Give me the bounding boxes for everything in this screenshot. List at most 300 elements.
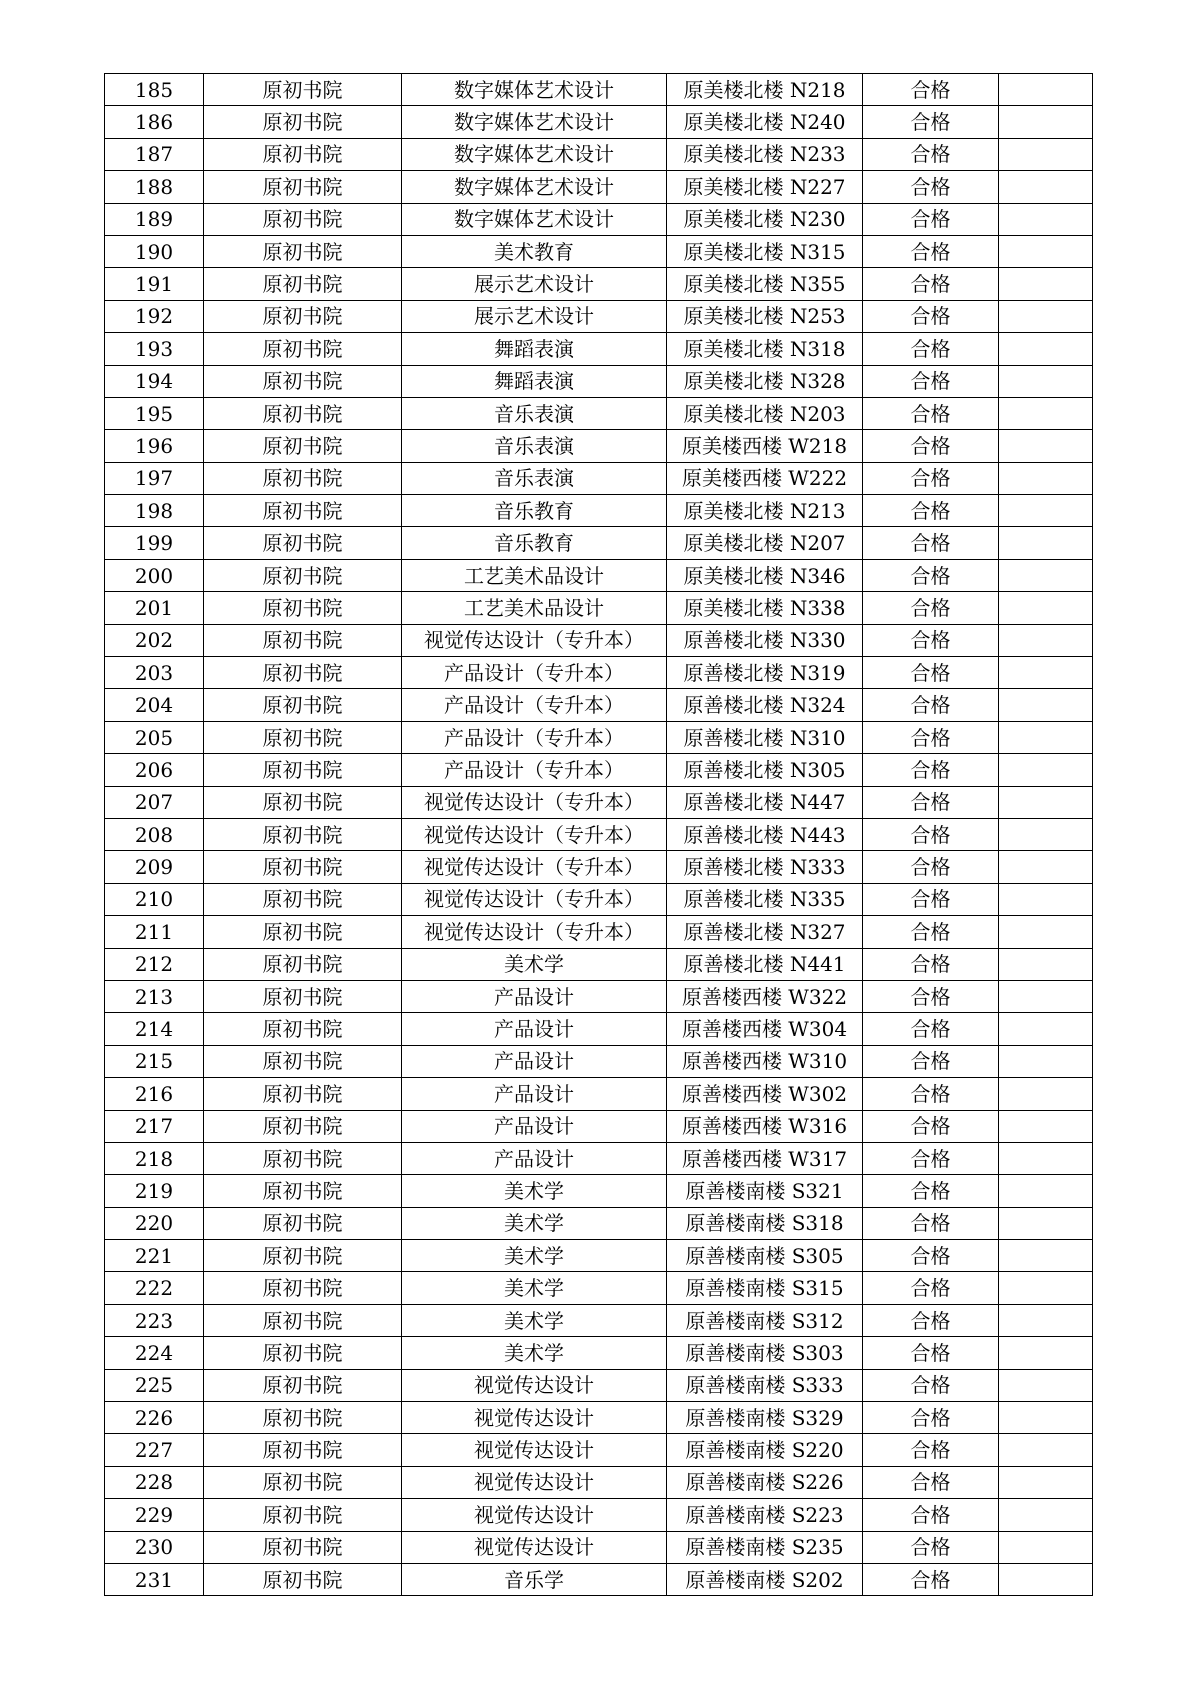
major-cell: 产品设计（专升本） <box>402 657 667 689</box>
row-number-cell: 215 <box>105 1045 204 1077</box>
remark-cell <box>999 916 1093 948</box>
remark-cell <box>999 1013 1093 1045</box>
result-cell: 合格 <box>863 1207 999 1239</box>
table-row <box>105 397 1093 429</box>
result-cell: 合格 <box>863 1402 999 1434</box>
remark-cell <box>999 948 1093 980</box>
college-cell: 原初书院 <box>204 624 402 656</box>
major-cell: 美术教育 <box>402 235 667 267</box>
college-cell: 原初书院 <box>204 1013 402 1045</box>
row-number-cell: 193 <box>105 333 204 365</box>
remark-cell <box>999 138 1093 170</box>
result-cell: 合格 <box>863 916 999 948</box>
row-number-cell: 207 <box>105 786 204 818</box>
dorm-room-cell: 原善楼北楼 N443 <box>667 818 863 850</box>
table-row <box>105 754 1093 786</box>
dorm-room-cell: 原美楼西楼 W222 <box>667 462 863 494</box>
dorm-room-cell: 原美楼北楼 N207 <box>667 527 863 559</box>
major-cell: 视觉传达设计 <box>402 1402 667 1434</box>
major-cell: 视觉传达设计（专升本） <box>402 624 667 656</box>
table-row <box>105 1434 1093 1466</box>
table-row <box>105 851 1093 883</box>
result-cell: 合格 <box>863 689 999 721</box>
major-cell: 产品设计 <box>402 1013 667 1045</box>
table-row <box>105 689 1093 721</box>
college-cell: 原初书院 <box>204 1337 402 1369</box>
result-cell: 合格 <box>863 527 999 559</box>
remark-cell <box>999 1175 1093 1207</box>
result-cell: 合格 <box>863 1563 999 1595</box>
result-cell: 合格 <box>863 1369 999 1401</box>
college-cell: 原初书院 <box>204 1304 402 1336</box>
dorm-room-cell: 原美楼北楼 N227 <box>667 171 863 203</box>
result-cell: 合格 <box>863 495 999 527</box>
result-cell: 合格 <box>863 818 999 850</box>
remark-cell <box>999 1434 1093 1466</box>
college-cell: 原初书院 <box>204 1402 402 1434</box>
result-cell: 合格 <box>863 1142 999 1174</box>
dorm-room-cell: 原善楼南楼 S318 <box>667 1207 863 1239</box>
college-cell: 原初书院 <box>204 397 402 429</box>
college-cell: 原初书院 <box>204 1563 402 1595</box>
major-cell: 产品设计 <box>402 1110 667 1142</box>
remark-cell <box>999 980 1093 1012</box>
row-number-cell: 231 <box>105 1563 204 1595</box>
result-cell: 合格 <box>863 948 999 980</box>
result-cell: 合格 <box>863 333 999 365</box>
remark-cell <box>999 1369 1093 1401</box>
table-row <box>105 1013 1093 1045</box>
major-cell: 美术学 <box>402 1272 667 1304</box>
remark-cell <box>999 624 1093 656</box>
row-number-cell: 196 <box>105 430 204 462</box>
dorm-room-cell: 原善楼南楼 S312 <box>667 1304 863 1336</box>
dorm-room-cell: 原善楼西楼 W310 <box>667 1045 863 1077</box>
result-cell: 合格 <box>863 1531 999 1563</box>
remark-cell <box>999 1531 1093 1563</box>
remark-cell <box>999 1045 1093 1077</box>
row-number-cell: 202 <box>105 624 204 656</box>
result-cell: 合格 <box>863 1466 999 1498</box>
major-cell: 音乐学 <box>402 1563 667 1595</box>
dorm-room-cell: 原善楼南楼 S303 <box>667 1337 863 1369</box>
remark-cell <box>999 495 1093 527</box>
major-cell: 产品设计（专升本） <box>402 754 667 786</box>
table-row <box>105 1207 1093 1239</box>
result-cell: 合格 <box>863 721 999 753</box>
college-cell: 原初书院 <box>204 235 402 267</box>
college-cell: 原初书院 <box>204 300 402 332</box>
dorm-room-cell: 原善楼南楼 S220 <box>667 1434 863 1466</box>
major-cell: 美术学 <box>402 1207 667 1239</box>
dorm-room-cell: 原善楼南楼 S329 <box>667 1402 863 1434</box>
row-number-cell: 217 <box>105 1110 204 1142</box>
table-row <box>105 1240 1093 1272</box>
result-cell: 合格 <box>863 397 999 429</box>
dorm-room-cell: 原美楼北楼 N203 <box>667 397 863 429</box>
row-number-cell: 228 <box>105 1466 204 1498</box>
dorm-room-cell: 原善楼北楼 N441 <box>667 948 863 980</box>
college-cell: 原初书院 <box>204 786 402 818</box>
remark-cell <box>999 300 1093 332</box>
remark-cell <box>999 1207 1093 1239</box>
major-cell: 美术学 <box>402 1337 667 1369</box>
college-cell: 原初书院 <box>204 138 402 170</box>
major-cell: 视觉传达设计 <box>402 1499 667 1531</box>
row-number-cell: 224 <box>105 1337 204 1369</box>
table-row <box>105 1563 1093 1595</box>
table-row <box>105 624 1093 656</box>
remark-cell <box>999 203 1093 235</box>
remark-cell <box>999 1110 1093 1142</box>
remark-cell <box>999 397 1093 429</box>
result-cell: 合格 <box>863 559 999 591</box>
row-number-cell: 197 <box>105 462 204 494</box>
result-cell: 合格 <box>863 1175 999 1207</box>
result-cell: 合格 <box>863 592 999 624</box>
remark-cell <box>999 592 1093 624</box>
college-cell: 原初书院 <box>204 916 402 948</box>
major-cell: 视觉传达设计（专升本） <box>402 786 667 818</box>
inspection-table <box>104 73 1093 1596</box>
row-number-cell: 186 <box>105 106 204 138</box>
major-cell: 视觉传达设计 <box>402 1466 667 1498</box>
row-number-cell: 210 <box>105 883 204 915</box>
table-row <box>105 1369 1093 1401</box>
major-cell: 产品设计 <box>402 1045 667 1077</box>
dorm-room-cell: 原善楼西楼 W304 <box>667 1013 863 1045</box>
remark-cell <box>999 365 1093 397</box>
result-cell: 合格 <box>863 657 999 689</box>
college-cell: 原初书院 <box>204 1272 402 1304</box>
row-number-cell: 201 <box>105 592 204 624</box>
college-cell: 原初书院 <box>204 1369 402 1401</box>
remark-cell <box>999 754 1093 786</box>
college-cell: 原初书院 <box>204 268 402 300</box>
result-cell: 合格 <box>863 980 999 1012</box>
result-cell: 合格 <box>863 851 999 883</box>
college-cell: 原初书院 <box>204 818 402 850</box>
result-cell: 合格 <box>863 1272 999 1304</box>
remark-cell <box>999 106 1093 138</box>
table-row <box>105 592 1093 624</box>
remark-cell <box>999 1337 1093 1369</box>
college-cell: 原初书院 <box>204 74 402 106</box>
row-number-cell: 221 <box>105 1240 204 1272</box>
row-number-cell: 192 <box>105 300 204 332</box>
college-cell: 原初书院 <box>204 430 402 462</box>
result-cell: 合格 <box>863 1434 999 1466</box>
result-cell: 合格 <box>863 1110 999 1142</box>
major-cell: 音乐表演 <box>402 430 667 462</box>
table-row <box>105 559 1093 591</box>
result-cell: 合格 <box>863 1240 999 1272</box>
remark-cell <box>999 883 1093 915</box>
major-cell: 数字媒体艺术设计 <box>402 171 667 203</box>
result-cell: 合格 <box>863 74 999 106</box>
major-cell: 展示艺术设计 <box>402 300 667 332</box>
remark-cell <box>999 1499 1093 1531</box>
dorm-room-cell: 原善楼北楼 N324 <box>667 689 863 721</box>
major-cell: 舞蹈表演 <box>402 333 667 365</box>
result-cell: 合格 <box>863 462 999 494</box>
major-cell: 数字媒体艺术设计 <box>402 138 667 170</box>
remark-cell <box>999 559 1093 591</box>
dorm-room-cell: 原美楼西楼 W218 <box>667 430 863 462</box>
result-cell: 合格 <box>863 1304 999 1336</box>
row-number-cell: 220 <box>105 1207 204 1239</box>
table-row <box>105 1304 1093 1336</box>
college-cell: 原初书院 <box>204 851 402 883</box>
remark-cell <box>999 1142 1093 1174</box>
college-cell: 原初书院 <box>204 1240 402 1272</box>
major-cell: 产品设计（专升本） <box>402 689 667 721</box>
table-row <box>105 1531 1093 1563</box>
major-cell: 视觉传达设计（专升本） <box>402 883 667 915</box>
dorm-room-cell: 原善楼南楼 S226 <box>667 1466 863 1498</box>
result-cell: 合格 <box>863 106 999 138</box>
dorm-room-cell: 原美楼北楼 N346 <box>667 559 863 591</box>
dorm-room-cell: 原美楼北楼 N318 <box>667 333 863 365</box>
college-cell: 原初书院 <box>204 495 402 527</box>
row-number-cell: 222 <box>105 1272 204 1304</box>
remark-cell <box>999 1304 1093 1336</box>
table-row <box>105 268 1093 300</box>
dorm-room-cell: 原善楼南楼 S305 <box>667 1240 863 1272</box>
table-row <box>105 365 1093 397</box>
major-cell: 美术学 <box>402 1175 667 1207</box>
dorm-room-cell: 原善楼北楼 N335 <box>667 883 863 915</box>
row-number-cell: 206 <box>105 754 204 786</box>
dorm-room-cell: 原美楼北楼 N240 <box>667 106 863 138</box>
result-cell: 合格 <box>863 430 999 462</box>
result-cell: 合格 <box>863 268 999 300</box>
college-cell: 原初书院 <box>204 1207 402 1239</box>
dorm-room-cell: 原善楼北楼 N327 <box>667 916 863 948</box>
table-row <box>105 980 1093 1012</box>
row-number-cell: 229 <box>105 1499 204 1531</box>
remark-cell <box>999 1272 1093 1304</box>
college-cell: 原初书院 <box>204 203 402 235</box>
dorm-room-cell: 原善楼北楼 N447 <box>667 786 863 818</box>
table-row <box>105 430 1093 462</box>
row-number-cell: 203 <box>105 657 204 689</box>
remark-cell <box>999 527 1093 559</box>
remark-cell <box>999 171 1093 203</box>
row-number-cell: 218 <box>105 1142 204 1174</box>
remark-cell <box>999 657 1093 689</box>
row-number-cell: 227 <box>105 1434 204 1466</box>
dorm-room-cell: 原善楼南楼 S235 <box>667 1531 863 1563</box>
table-row <box>105 1337 1093 1369</box>
college-cell: 原初书院 <box>204 1531 402 1563</box>
dorm-room-cell: 原善楼南楼 S321 <box>667 1175 863 1207</box>
college-cell: 原初书院 <box>204 689 402 721</box>
table-row <box>105 333 1093 365</box>
remark-cell <box>999 818 1093 850</box>
row-number-cell: 214 <box>105 1013 204 1045</box>
major-cell: 舞蹈表演 <box>402 365 667 397</box>
remark-cell <box>999 1078 1093 1110</box>
dorm-room-cell: 原美楼北楼 N338 <box>667 592 863 624</box>
major-cell: 展示艺术设计 <box>402 268 667 300</box>
result-cell: 合格 <box>863 624 999 656</box>
major-cell: 工艺美术品设计 <box>402 592 667 624</box>
row-number-cell: 223 <box>105 1304 204 1336</box>
table-row <box>105 74 1093 106</box>
dorm-room-cell: 原美楼北楼 N213 <box>667 495 863 527</box>
row-number-cell: 188 <box>105 171 204 203</box>
major-cell: 视觉传达设计（专升本） <box>402 916 667 948</box>
college-cell: 原初书院 <box>204 106 402 138</box>
major-cell: 产品设计（专升本） <box>402 721 667 753</box>
result-cell: 合格 <box>863 171 999 203</box>
row-number-cell: 189 <box>105 203 204 235</box>
row-number-cell: 185 <box>105 74 204 106</box>
remark-cell <box>999 462 1093 494</box>
result-cell: 合格 <box>863 1078 999 1110</box>
remark-cell <box>999 689 1093 721</box>
row-number-cell: 194 <box>105 365 204 397</box>
dorm-room-cell: 原善楼北楼 N310 <box>667 721 863 753</box>
remark-cell <box>999 268 1093 300</box>
college-cell: 原初书院 <box>204 592 402 624</box>
table-row <box>105 462 1093 494</box>
remark-cell <box>999 430 1093 462</box>
major-cell: 视觉传达设计（专升本） <box>402 818 667 850</box>
college-cell: 原初书院 <box>204 365 402 397</box>
table-row <box>105 1466 1093 1498</box>
dorm-room-cell: 原善楼西楼 W317 <box>667 1142 863 1174</box>
major-cell: 美术学 <box>402 948 667 980</box>
table-row <box>105 203 1093 235</box>
row-number-cell: 211 <box>105 916 204 948</box>
remark-cell <box>999 721 1093 753</box>
row-number-cell: 208 <box>105 818 204 850</box>
table-row <box>105 883 1093 915</box>
college-cell: 原初书院 <box>204 657 402 689</box>
result-cell: 合格 <box>863 1337 999 1369</box>
table-row <box>105 948 1093 980</box>
major-cell: 美术学 <box>402 1240 667 1272</box>
major-cell: 视觉传达设计 <box>402 1531 667 1563</box>
major-cell: 音乐教育 <box>402 495 667 527</box>
major-cell: 音乐表演 <box>402 462 667 494</box>
table-row <box>105 1175 1093 1207</box>
major-cell: 产品设计 <box>402 1078 667 1110</box>
major-cell: 视觉传达设计 <box>402 1434 667 1466</box>
row-number-cell: 191 <box>105 268 204 300</box>
row-number-cell: 190 <box>105 235 204 267</box>
result-cell: 合格 <box>863 1045 999 1077</box>
college-cell: 原初书院 <box>204 527 402 559</box>
major-cell: 音乐教育 <box>402 527 667 559</box>
dorm-room-cell: 原善楼北楼 N330 <box>667 624 863 656</box>
result-cell: 合格 <box>863 754 999 786</box>
major-cell: 音乐表演 <box>402 397 667 429</box>
dorm-room-cell: 原善楼西楼 W322 <box>667 980 863 1012</box>
college-cell: 原初书院 <box>204 1078 402 1110</box>
dorm-room-cell: 原善楼北楼 N305 <box>667 754 863 786</box>
dorm-room-cell: 原善楼南楼 S223 <box>667 1499 863 1531</box>
college-cell: 原初书院 <box>204 1175 402 1207</box>
table-row <box>105 138 1093 170</box>
dorm-room-cell: 原美楼北楼 N230 <box>667 203 863 235</box>
result-cell: 合格 <box>863 1013 999 1045</box>
row-number-cell: 213 <box>105 980 204 1012</box>
college-cell: 原初书院 <box>204 980 402 1012</box>
dorm-room-cell: 原善楼南楼 S333 <box>667 1369 863 1401</box>
major-cell: 数字媒体艺术设计 <box>402 203 667 235</box>
dorm-room-cell: 原美楼北楼 N315 <box>667 235 863 267</box>
college-cell: 原初书院 <box>204 462 402 494</box>
college-cell: 原初书院 <box>204 948 402 980</box>
table-row <box>105 235 1093 267</box>
dorm-room-cell: 原善楼北楼 N319 <box>667 657 863 689</box>
result-cell: 合格 <box>863 203 999 235</box>
dorm-room-cell: 原美楼北楼 N328 <box>667 365 863 397</box>
table-row <box>105 1078 1093 1110</box>
college-cell: 原初书院 <box>204 721 402 753</box>
row-number-cell: 195 <box>105 397 204 429</box>
college-cell: 原初书院 <box>204 559 402 591</box>
row-number-cell: 205 <box>105 721 204 753</box>
table-row <box>105 1499 1093 1531</box>
result-cell: 合格 <box>863 883 999 915</box>
college-cell: 原初书院 <box>204 1466 402 1498</box>
result-cell: 合格 <box>863 786 999 818</box>
table-row <box>105 1045 1093 1077</box>
remark-cell <box>999 1563 1093 1595</box>
row-number-cell: 204 <box>105 689 204 721</box>
remark-cell <box>999 74 1093 106</box>
remark-cell <box>999 333 1093 365</box>
major-cell: 美术学 <box>402 1304 667 1336</box>
table-row <box>105 1110 1093 1142</box>
table-row <box>105 657 1093 689</box>
row-number-cell: 230 <box>105 1531 204 1563</box>
result-cell: 合格 <box>863 365 999 397</box>
row-number-cell: 198 <box>105 495 204 527</box>
dorm-room-cell: 原善楼南楼 S202 <box>667 1563 863 1595</box>
row-number-cell: 187 <box>105 138 204 170</box>
major-cell: 工艺美术品设计 <box>402 559 667 591</box>
remark-cell <box>999 1402 1093 1434</box>
table-row <box>105 786 1093 818</box>
college-cell: 原初书院 <box>204 1434 402 1466</box>
table-row <box>105 171 1093 203</box>
table-row <box>105 916 1093 948</box>
table-row <box>105 1402 1093 1434</box>
dorm-room-cell: 原美楼北楼 N355 <box>667 268 863 300</box>
dorm-room-cell: 原美楼北楼 N253 <box>667 300 863 332</box>
major-cell: 数字媒体艺术设计 <box>402 106 667 138</box>
remark-cell <box>999 1466 1093 1498</box>
college-cell: 原初书院 <box>204 171 402 203</box>
row-number-cell: 200 <box>105 559 204 591</box>
table-row <box>105 818 1093 850</box>
row-number-cell: 226 <box>105 1402 204 1434</box>
row-number-cell: 209 <box>105 851 204 883</box>
dorm-room-cell: 原美楼北楼 N218 <box>667 74 863 106</box>
result-cell: 合格 <box>863 1499 999 1531</box>
college-cell: 原初书院 <box>204 1142 402 1174</box>
college-cell: 原初书院 <box>204 1110 402 1142</box>
row-number-cell: 216 <box>105 1078 204 1110</box>
college-cell: 原初书院 <box>204 1499 402 1531</box>
table-row <box>105 1272 1093 1304</box>
major-cell: 数字媒体艺术设计 <box>402 74 667 106</box>
